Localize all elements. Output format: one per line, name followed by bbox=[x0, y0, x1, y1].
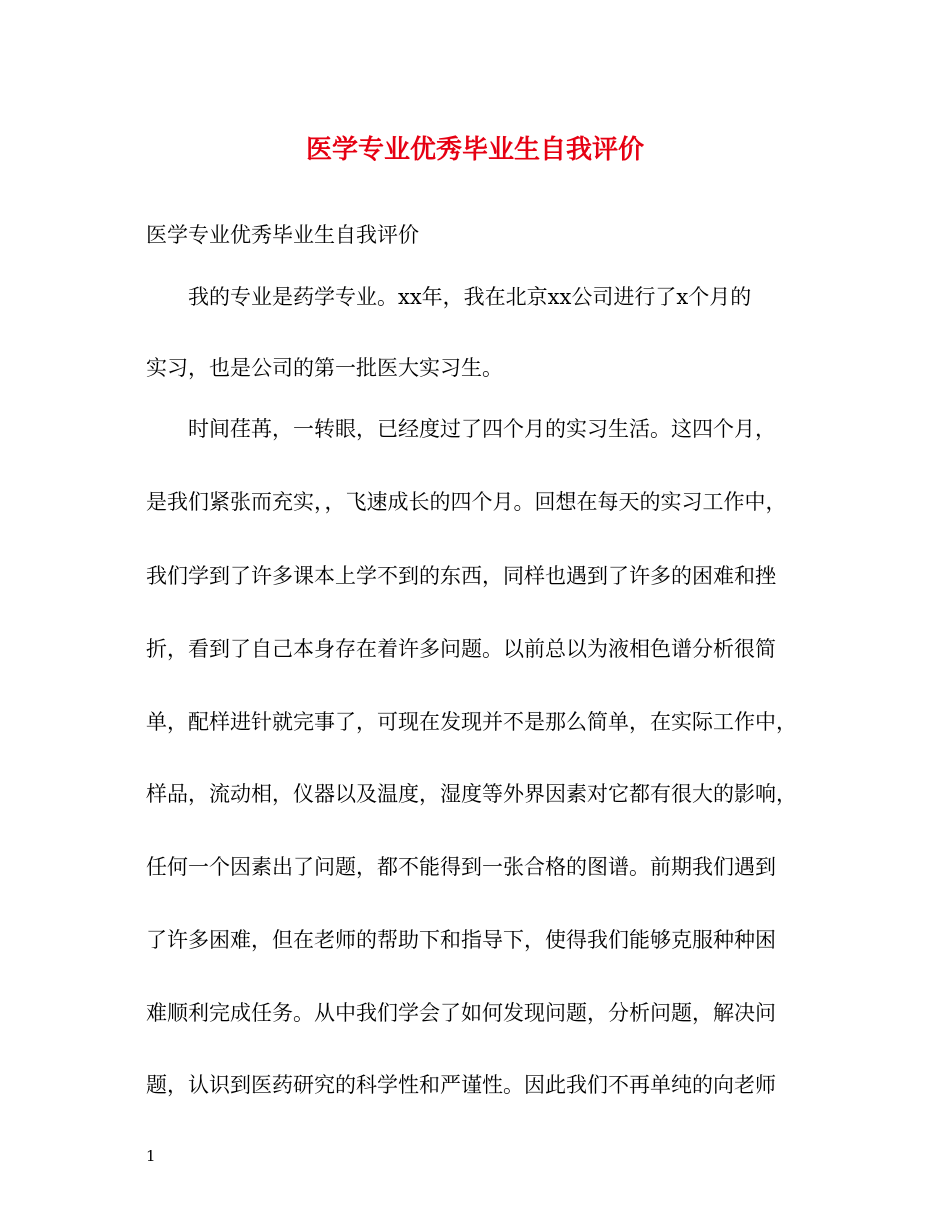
body-line: 了许多困难，但在老师的帮助下和指导下，使得我们能够克服种种困 bbox=[146, 928, 776, 952]
body-line: 我的专业是药学专业。xx年，我在北京xx公司进行了x个月的 bbox=[188, 285, 752, 309]
body-line: 我们学到了许多课本上学不到的东西，同样也遇到了许多的困难和挫 bbox=[146, 564, 776, 588]
body-line: 是我们紧张而充实，，飞速成长的四个月。回想在每天的实习工作中， bbox=[146, 490, 787, 514]
body-line: 时间荏苒，一转眼，已经度过了四个月的实习生活。这四个月， bbox=[188, 417, 776, 441]
document-subtitle: 医学专业优秀毕业生自我评价 bbox=[146, 223, 419, 247]
body-line: 折，看到了自己本身存在着许多问题。以前总以为液相色谱分析很简 bbox=[146, 637, 776, 661]
body-line: 题，认识到医药研究的科学性和严谨性。因此我们不再单纯的向老师 bbox=[146, 1073, 776, 1097]
body-line: 单，配样进针就完事了，可现在发现并不是那么简单，在实际工作中， bbox=[146, 710, 797, 734]
body-line: 难顺利完成任务。从中我们学会了如何发现问题，分析问题，解决问 bbox=[146, 1001, 776, 1025]
page-number: 1 bbox=[146, 1147, 156, 1165]
body-line: 实习，也是公司的第一批医大实习生。 bbox=[146, 356, 503, 380]
body-line: 样品，流动相，仪器以及温度，湿度等外界因素对它都有很大的影响， bbox=[146, 782, 797, 806]
document-title: 医学专业优秀毕业生自我评价 bbox=[305, 135, 644, 165]
body-line: 任何一个因素出了问题，都不能得到一张合格的图谱。前期我们遇到 bbox=[146, 855, 776, 879]
